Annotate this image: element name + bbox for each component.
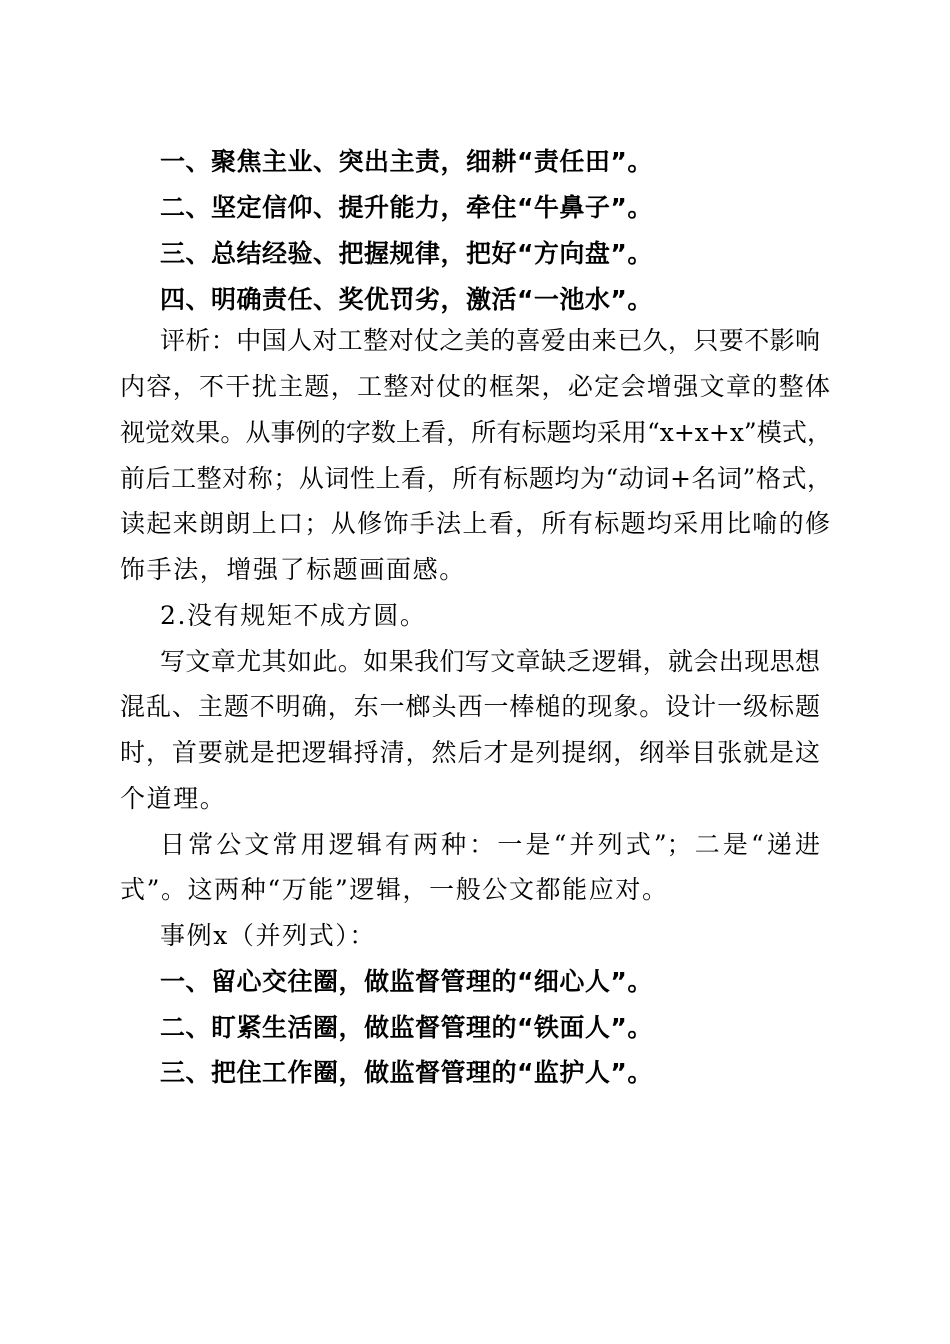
heading-4: 四、明确责任、奖优罚劣，激活“一池水”。 [160,285,653,314]
paragraph2-line-1: 日常公文常用逻辑有两种：一是“并列式”；二是“递进 [160,830,820,859]
heading-1: 一、聚焦主业、突出主责，细耕“责任田”。 [160,147,653,176]
analysis-line-5: 读起来朗朗上口；从修饰手法上看，所有标题均采用比喻的修 [120,509,830,538]
analysis-line-2: 内容，不干扰主题，工整对仗的框架，必定会增强文章的整体 [120,372,830,401]
paragraph1-line-1: 写文章尤其如此。如果我们写文章缺乏逻辑，就会出现思想 [160,647,820,676]
analysis-line-6: 饰手法，增强了标题画面感。 [120,555,466,584]
example-heading-1: 一、留心交往圈，做监督管理的“细心人”。 [160,967,653,996]
heading-3: 三、总结经验、把握规律，把好“方向盘”。 [160,239,653,268]
analysis-line-4: 前后工整对称；从词性上看，所有标题均为“动词+名词”格式， [120,464,832,493]
heading-2: 二、坚定信仰、提升能力，牵住“牛鼻子”。 [160,193,653,222]
analysis-line-1: 评析：中国人对工整对仗之美的喜爱由来已久，只要不影响 [160,326,820,355]
example-heading-2: 二、盯紧生活圈，做监督管理的“铁面人”。 [160,1013,653,1042]
example-heading-3: 三、把住工作圈，做监督管理的“监护人”。 [160,1058,653,1087]
paragraph1-line-2: 混乱、主题不明确，东一榔头西一棒槌的现象。设计一级标题 [120,692,820,721]
paragraph2-line-2: 式”。这两种“万能”逻辑，一般公文都能应对。 [120,875,669,904]
example-label: 事例x（并列式）： [160,921,376,950]
paragraph1-line-3: 时，首要就是把逻辑捋清，然后才是列提纲，纲举目张就是这 [120,738,820,767]
section-title: 2.没有规矩不成方圆。 [160,601,427,630]
analysis-line-3: 视觉效果。从事例的字数上看，所有标题均采用“x+x+x”模式， [120,418,832,447]
paragraph1-line-4: 个道理。 [120,784,227,813]
